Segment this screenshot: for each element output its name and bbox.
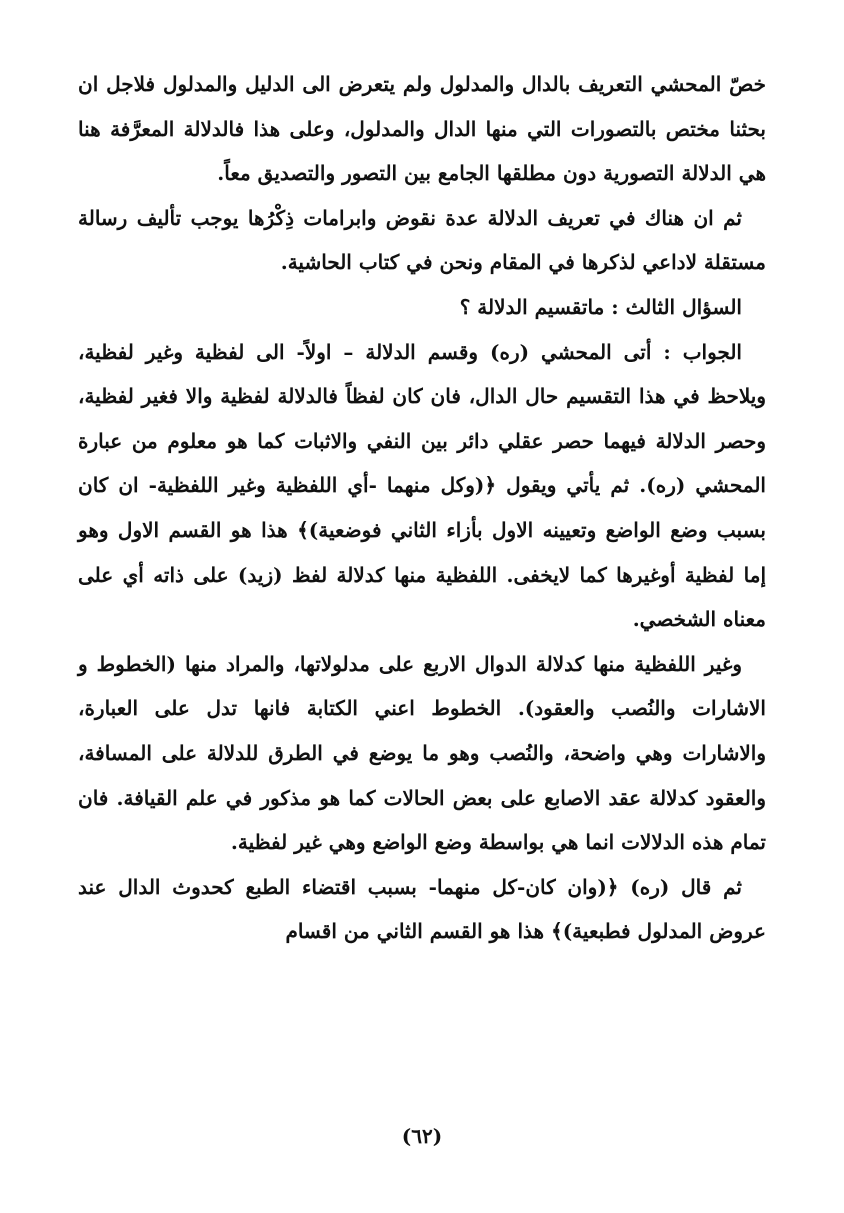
paragraph-6: ثم قال (ره) ﴿(وان كان-كل منهما- بسبب اقتضاء الطبع كحدوث الدال عند عروض المدلول فطبعية)﴾ هذا هو القسم الثاني من اقسام: [78, 874, 766, 944]
paragraph-1: خصّ المحشي التعريف بالدال والمدلول ولم يتعرض الى الدليل والمدلول فلاجل ان بحثنا مختص بالتصورات التي منها الدال والمدلول، وعلى هذا فالدلالة المعرَّفة هنا هي الدلالة التصورية دون مطلقها الجامع بين التصور والتصديق معاً.: [78, 72, 766, 186]
body-text: [78, 62, 766, 954]
paragraph-5: وغير اللفظية منها كدلالة الدوال الاربع على مدلولاتها، والمراد منها (الخطوط و الاشارات والنُصب والعقود). الخطوط اعني الكتابة فانها تدل على العبارة، والاشارات وهي واضحة، والنُصب وهو ما يوضع في الطرق للدلالة على المسافة، والعقود كدلالة عقد الاصابع على بعض الحالات كما هو مذكور في علم القيافة. فان تمام هذه الدلالات انما هي بواسطة وضع الواضع وهي غير لفظية.: [78, 651, 766, 855]
page-number: (٦٢): [401, 1124, 443, 1148]
paragraph-2: ثم ان هناك في تعريف الدلالة عدة نقوض وابرامات ذِكْرُها يوجب تأليف رسالة مستقلة لاداعي لذكرها في المقام ونحن في كتاب الحاشية.: [78, 205, 766, 275]
question-heading: السؤال الثالث : ماتقسيم الدلالة ؟: [459, 294, 742, 319]
paragraph-answer: الجواب : أتى المحشي (ره) وقسم الدلالة – اولاً- الى لفظية وغير لفظية، ويلاحظ في هذا التقسيم حال الدال، فان كان لفظاً فالدلالة لفظية والا فغير لفظية، وحصر الدلالة فيهما حصر عقلي دائر بين النفي والاثبات كما هو معلوم من عبارة المحشي (ره). ثم يأتي ويقول ﴿(وكل منهما -أي اللفظية وغير اللفظية- ان كان بسبب وضع الواضع وتعيينه الاول بأزاء الثاني فوضعية)﴾ هذا هو القسم الاول وهو إما لفظية أوغيرها كما لايخفى. اللفظية منها كدلالة لفظ (زيد) على ذاته أي على معناه الشخصي.: [78, 339, 767, 632]
